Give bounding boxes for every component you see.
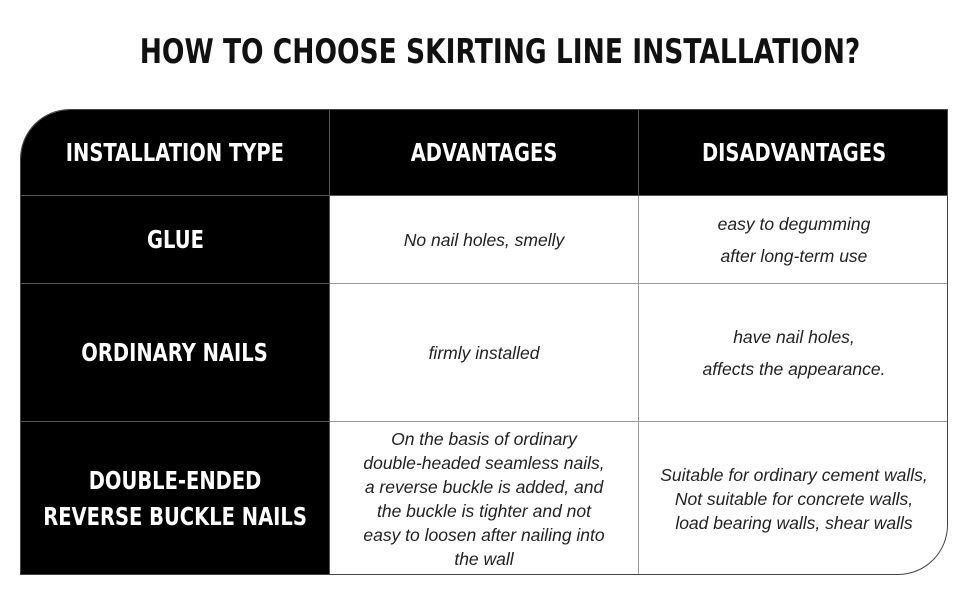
advantages-text [404, 224, 564, 256]
advantages-line: the wall [454, 549, 514, 569]
advantages-line: On the basis of ordinary [391, 429, 577, 449]
header-cell-advantages [330, 110, 639, 196]
disadvantages-line: load bearing walls, shear walls [675, 513, 913, 533]
advantages-cell [330, 284, 639, 422]
header-label-disadvantages: DISADVANTAGES [701, 137, 887, 167]
advantages-text [363, 427, 604, 571]
disadvantages-cell [639, 422, 948, 575]
header-cell-installation-type [21, 110, 330, 196]
advantages-line: double-headed seamless nails, [363, 453, 605, 473]
advantages-cell [330, 422, 639, 575]
header-label-advantages: ADVANTAGES [410, 137, 558, 167]
disadvantages-text [703, 321, 886, 385]
advantages-line: the buckle is tighter and not [376, 501, 592, 521]
disadvantages-text [660, 463, 927, 535]
advantages-line: No nail holes, smelly [403, 229, 565, 250]
installation-type-line: REVERSE BUCKLE NAILS [43, 502, 307, 531]
disadvantages-line: Not suitable for concrete walls, [674, 489, 914, 509]
advantages-line: firmly installed [428, 342, 540, 363]
comparison-table [20, 109, 948, 575]
header-label-installation-type: INSTALLATION TYPE [65, 137, 285, 167]
installation-type-cell [21, 284, 330, 422]
installation-type-line: DOUBLE-ENDED [88, 466, 262, 495]
disadvantages-line: have nail holes, [733, 326, 855, 347]
installation-type-label: ORDINARY NAILS [81, 337, 269, 367]
installation-type-label: GLUE [146, 224, 204, 254]
disadvantages-line: after long-term use [720, 245, 868, 266]
advantages-cell [330, 196, 639, 284]
installation-type-cell [21, 196, 330, 284]
table-row [21, 284, 948, 422]
disadvantages-line: Suitable for ordinary cement walls, [660, 465, 928, 485]
disadvantages-line: affects the appearance. [702, 358, 886, 379]
table-row [21, 422, 948, 575]
advantages-line: easy to loosen after nailing into [363, 525, 605, 545]
disadvantages-line: easy to degumming [717, 213, 871, 234]
table-row [21, 196, 948, 284]
disadvantages-cell [639, 284, 948, 422]
header-cell-disadvantages [639, 110, 948, 196]
installation-type-cell [21, 422, 330, 575]
advantages-text [429, 337, 540, 369]
disadvantages-text [718, 208, 871, 272]
installation-type-label [43, 463, 307, 535]
advantages-line: a reverse buckle is added, and [364, 477, 604, 497]
table-header-row [21, 110, 948, 196]
page-title: HOW TO CHOOSE SKIRTING LINE INSTALLATION? [139, 32, 861, 72]
disadvantages-cell [639, 196, 948, 284]
